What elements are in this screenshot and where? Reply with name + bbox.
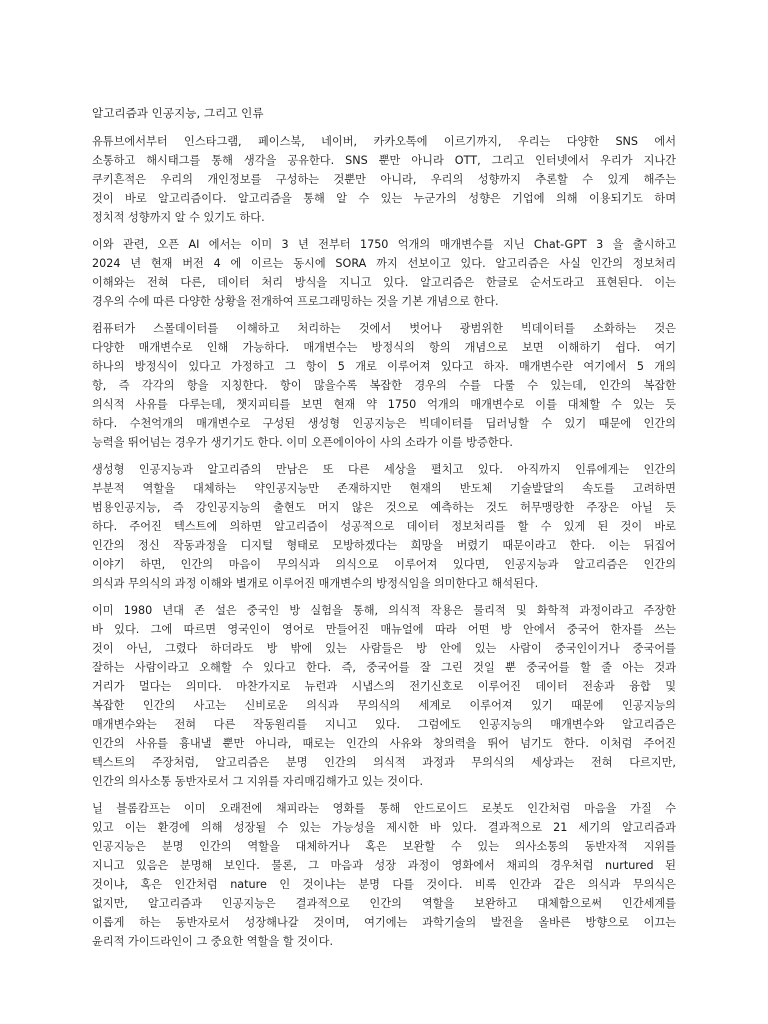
paragraph-line: 인공지능은 분명 인간의 역할을 대체하거나 혹은 보완할 수 있는 의사소통의 동반자적 지위를 [92, 840, 676, 853]
paragraph-line: 것이 아닌, 그렸다 하더라도 방 밖에 있는 사람들은 방 안에 있는 사람이 중국인이거나 중국어를 [92, 642, 676, 655]
body-paragraph [92, 799, 676, 951]
document-title: 알고리즘과 인공지능, 그리고 인류 [92, 106, 264, 120]
paragraph-line: 텍스트의 주장처럼, 알고리즘은 분명 인간의 의식적 과정과 무의식의 세상과는 전혀 다르지만, [92, 756, 676, 769]
paragraph-line: 이야기 하면, 인간의 마음이 무의식과 의식으로 이루어져 있다면, 인공지능과 알고리즘은 인간의 [92, 558, 676, 571]
paragraph-line: 인간의 의사소통 동반자로서 그 지위를 자리매김해가고 있는 것이다. [92, 775, 424, 788]
paragraph-line: 것이 바로 알고리즘이다. 알고리즘을 통해 알 수 있는 누군가의 성향은 기업에 의해 이용되기도 하며 [92, 192, 676, 205]
paragraph-line: 컴퓨터가 스몰데이터를 이해하고 처리하는 것에서 벗어나 광범위한 빅데이터를 소화하는 것은 [92, 322, 676, 335]
document-body [92, 132, 676, 951]
paragraph-line: 닐 블롬캄프는 이미 오래전에 채피라는 영화를 통해 안드로이드 로봇도 인간처럼 마음을 가질 수 [92, 802, 676, 815]
paragraph-line: 매개변수와는 전혀 다른 작동원리를 지니고 있다. 그럼에도 인공지능의 매개변수와 알고리즘은 [92, 718, 676, 731]
paragraph-line: 하나의 방정식이 있다고 가정하고 그 항이 5 개로 이루어져 있다고 하자. 매개변수란 여기에서 5 개의 [92, 360, 676, 373]
paragraph-line: 잘하는 사람이라고 오해할 수 있다고 한다. 즉, 중국어를 잘 그린 것일 뿐 중국어를 할 줄 아는 것과 [92, 661, 676, 674]
paragraph-line: 의식과 무의식의 과정 이해와 별개로 이루어진 매개변수의 방정식임을 의미한다고 해석된다. [92, 577, 539, 590]
paragraph-line: 지니고 있음은 분명해 보인다. 물론, 그 마음과 성장 과정이 영화에서 채피의 경우처럼 nurtured 된 [92, 859, 676, 872]
paragraph-line: 능력을 뛰어넘는 경우가 생기기도 한다. 이미 오픈에이아이 사의 소라가 이를 방증한다. [92, 436, 513, 449]
body-paragraph [92, 601, 676, 791]
paragraph-line: 인간의 정신 작동과정을 디지털 형태로 모방하겠다는 희망을 버렸기 때문이라고 한다. 이는 뒤집어 [92, 539, 676, 552]
paragraph-line: 이미 1980 년대 존 설은 중국인 방 실험을 통해, 의식적 작용은 물리적 및 화학적 과정이라고 주장한 [92, 604, 676, 617]
body-paragraph [92, 235, 676, 311]
body-paragraph [92, 319, 676, 452]
paragraph-line: 거리가 멀다는 의미다. 마찬가지로 뉴런과 시냅스의 전기신호로 이루어진 데이터 전송과 융합 및 [92, 680, 676, 693]
paragraph-line: 항, 즉 각각의 항을 지칭한다. 항이 많을수록 복잡한 경우의 수를 다룰 수 있는데, 인간의 복잡한 [92, 379, 676, 392]
paragraph-line: 다양한 매개변수로 인해 가능하다. 매개변수는 방정식의 항의 개념으로 보면 이해하기 쉽다. 여기 [92, 341, 676, 354]
paragraph-line: 정치적 성향까지 알 수 있기도 하다. [92, 211, 265, 224]
paragraph-line: 이와 관련, 오픈 AI 에서는 이미 3 년 전부터 1750 억개의 매개변수를 지닌 Chat-GPT 3 을 출시하고 [92, 238, 676, 251]
paragraph-line: 윤리적 가이드라인이 그 중요한 역할을 할 것이다. [92, 935, 334, 948]
paragraph-line: 경우의 수에 따른 다양한 상황을 전개하여 프로그래밍하는 것을 기본 개념으로 한다. [92, 295, 499, 308]
paragraph-line: 쿠키흔적은 우리의 개인정보를 구성하는 것뿐만 아니라, 우리의 성향까지 추론할 수 있게 해주는 [92, 173, 676, 186]
paragraph-line: 바 있다. 그에 따르면 영국인이 영어로 만들어진 매뉴얼에 따라 어떤 방 안에서 중국어 한자를 쓰는 [92, 623, 676, 636]
paragraph-line: 있고 이는 환경에 의해 성장될 수 있는 가능성을 제시한 바 있다. 결과적으로 21 세기의 알고리즘과 [92, 821, 676, 834]
paragraph-line: 2024 년 현재 버전 4 에 이르는 동시에 SORA 까지 선보이고 있다. 알고리즘은 사실 인간의 정보처리 [92, 257, 676, 270]
paragraph-line: 인간의 사유를 흉내낼 뿐만 아니라, 때로는 인간의 사유와 창의력을 뛰어 넘기도 한다. 이처럼 주어진 [92, 737, 676, 750]
paragraph-line: 하다. 수천억개의 매개변수로 구성된 생성형 인공지능은 빅데이터를 딥러닝할 수 있기 때문에 인간의 [92, 417, 676, 430]
paragraph-line: 것이냐, 혹은 인간처럼 nature 인 것이냐는 분명 다를 것이다. 비록 인간과 같은 의식과 무의식은 [92, 878, 676, 891]
paragraph-line: 부분적 역할을 대체하는 약인공지능만 존재하지만 현재의 반도체 기술발달의 속도를 고려하면 [92, 482, 676, 495]
body-paragraph [92, 132, 676, 227]
paragraph-line: 소통하고 해시태그를 통해 생각을 공유한다. SNS 뿐만 아니라 OTT, 그리고 인터넷에서 우리가 지나간 [92, 154, 676, 167]
paragraph-line: 범용인공지능, 즉 강인공지능의 출현도 머지 않은 것으로 예측하는 것도 허무맹랑한 주장은 아닐 듯 [92, 501, 676, 514]
paragraph-line: 이롭게 하는 동반자로서 성장해나갈 것이며, 여기에는 과학기술의 발전을 올바른 방향으로 이끄는 [92, 916, 676, 929]
body-paragraph [92, 460, 676, 593]
document-page [92, 104, 676, 959]
paragraph-line: 유튜브에서부터 인스타그램, 페이스북, 네이버, 카카오톡에 이르기까지, 우리는 다양한 SNS 에서 [92, 135, 676, 148]
paragraph-line: 의식적 사유를 다루는데, 챗지피티를 보면 현재 약 1750 억개의 매개변수로 이를 대체할 수 있는 듯 [92, 398, 676, 411]
paragraph-line: 복잡한 인간의 사고는 신비로운 의식과 무의식의 세계로 이루어져 있기 때문에 인공지능의 [92, 699, 676, 712]
paragraph-line: 이해와는 전혀 다른, 데이터 처리 방식을 지니고 있다. 알고리즘은 한글로 순서도라고 표현된다. 이는 [92, 276, 676, 289]
paragraph-line: 생성형 인공지능과 알고리즘의 만남은 또 다른 세상을 펼치고 있다. 아직까지 인류에게는 인간의 [92, 463, 676, 476]
paragraph-line: 하다. 주어진 텍스트에 의하면 알고리즘이 성공적으로 데이터 정보처리를 할 수 있게 된 것이 바로 [92, 520, 676, 533]
paragraph-line: 없지만, 알고리즘과 인공지능은 결과적으로 인간의 역할을 보완하고 대체함으로써 인간세계를 [92, 897, 676, 910]
